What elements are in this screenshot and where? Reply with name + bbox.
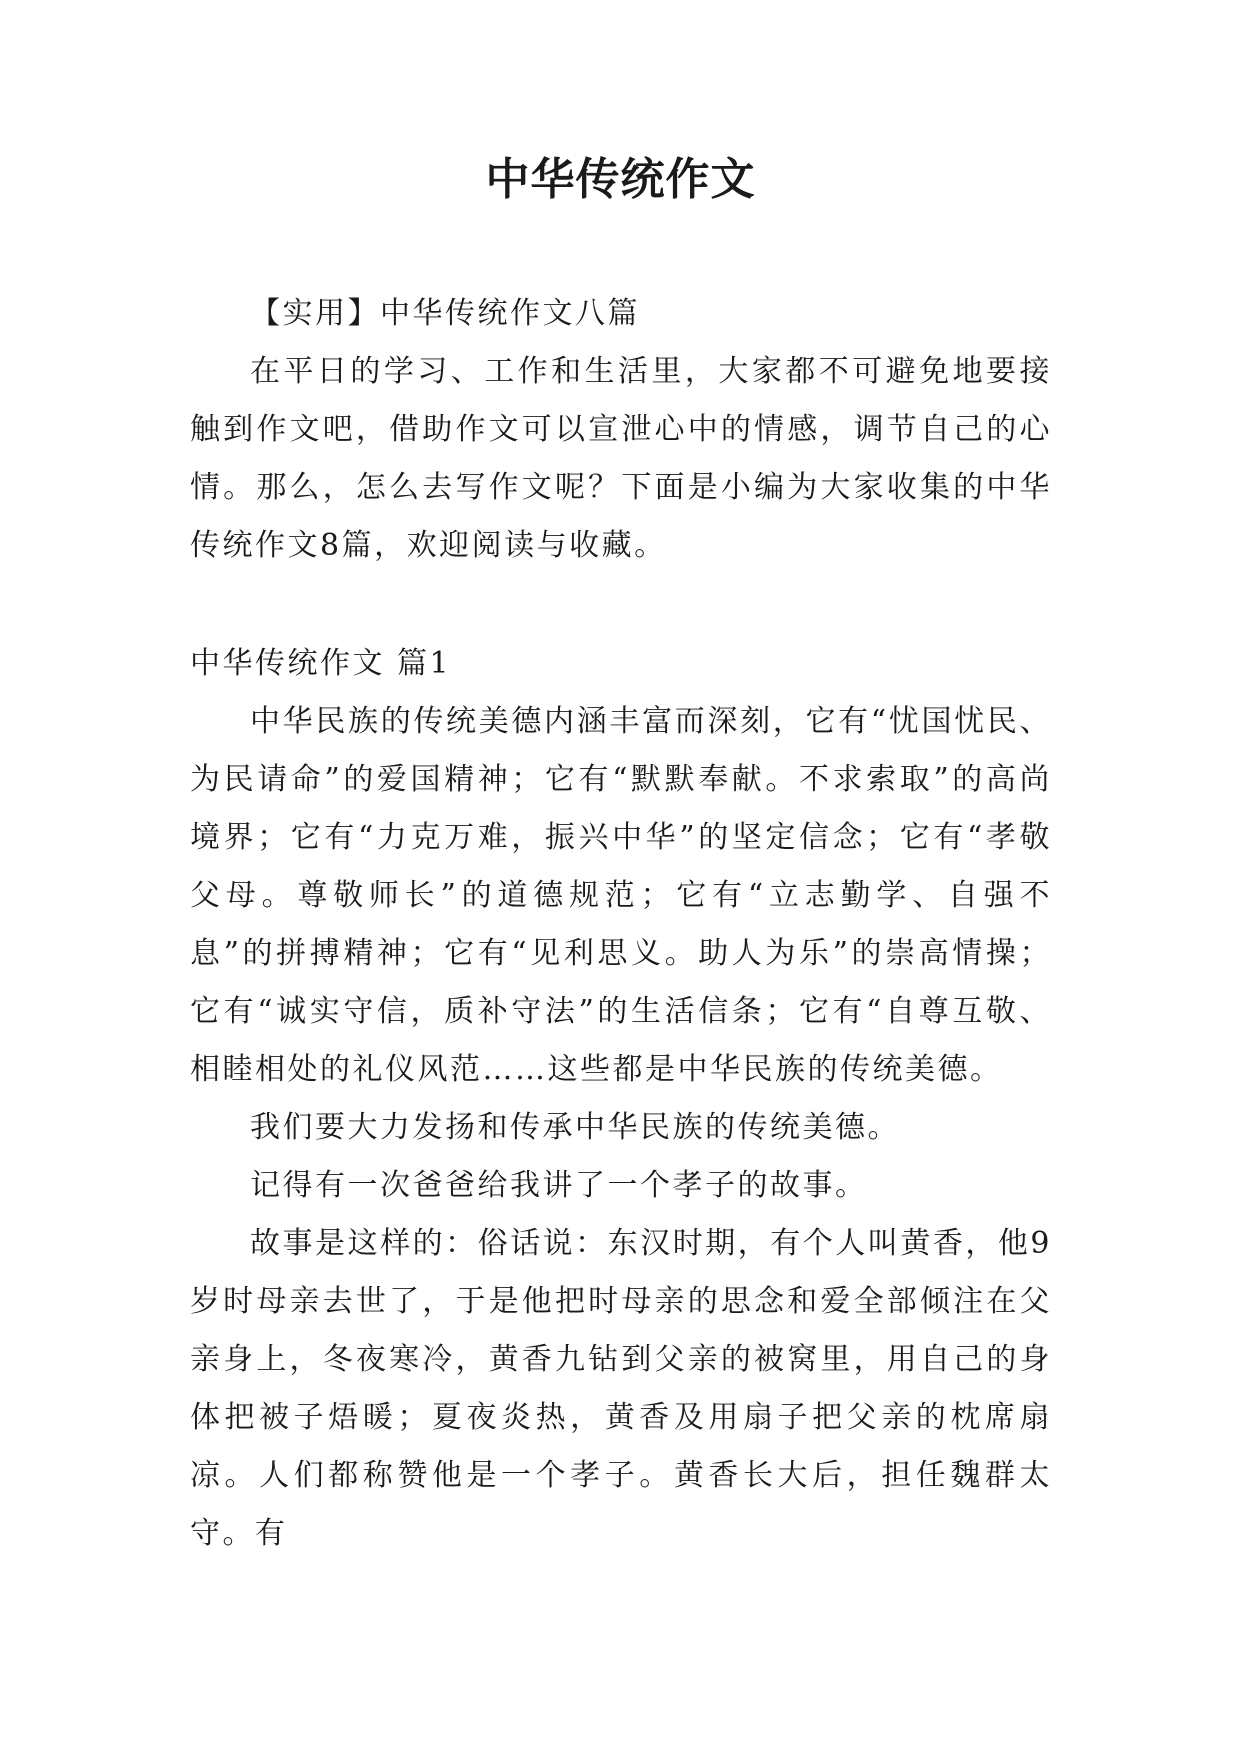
intro-paragraph: 在平日的学习、工作和生活里，大家都不可避免地要接触到作文吧，借助作文可以宣泄心中的情感，调节自己的心情。那么，怎么去写作文呢？下面是小编为大家收集的中华传统作文8篇，欢迎阅读与收藏。	[190, 354, 1052, 563]
body-paragraph: 我们要大力发扬和传承中华民族的传统美德。	[250, 1110, 900, 1145]
body-paragraph: 中华民族的传统美德内涵丰富而深刻，它有“忧国忧民、为民请命”的爱国精神；它有“默默奉献。不求索取”的高尚境界；它有“力克万难，振兴中华”的坚定信念；它有“孝敬父母。尊敬师长”的道德规范；它有“立志勤学、自强不息”的拼搏精神；它有“见利思义。助人为乐”的崇高情操；它有“诚实守信，质补守法”的生活信条；它有“自尊互敬、相睦相处的礼仪风范……这些都是中华民族的传统美德。	[190, 704, 1052, 1087]
section-heading: 中华传统作文 篇1	[190, 646, 452, 681]
document-body	[190, 285, 1052, 1563]
body-paragraph: 记得有一次爸爸给我讲了一个孝子的故事。	[250, 1168, 868, 1203]
document-subtitle: 【实用】中华传统作文八篇	[250, 296, 640, 331]
document-title: 中华传统作文	[485, 154, 756, 205]
body-paragraph: 故事是这样的：俗话说：东汉时期，有个人叫黄香，他9岁时母亲去世了，于是他把时母亲的思念和爱全部倾注在父亲身上，冬夜寒冷，黄香九钻到父亲的被窝里，用自己的身体把被子焐暖；夏夜炎热，黄香及用扇子把父亲的枕席扇凉。人们都称赞他是一个孝子。黄香长大后，担任魏群太守。有	[190, 1226, 1052, 1551]
